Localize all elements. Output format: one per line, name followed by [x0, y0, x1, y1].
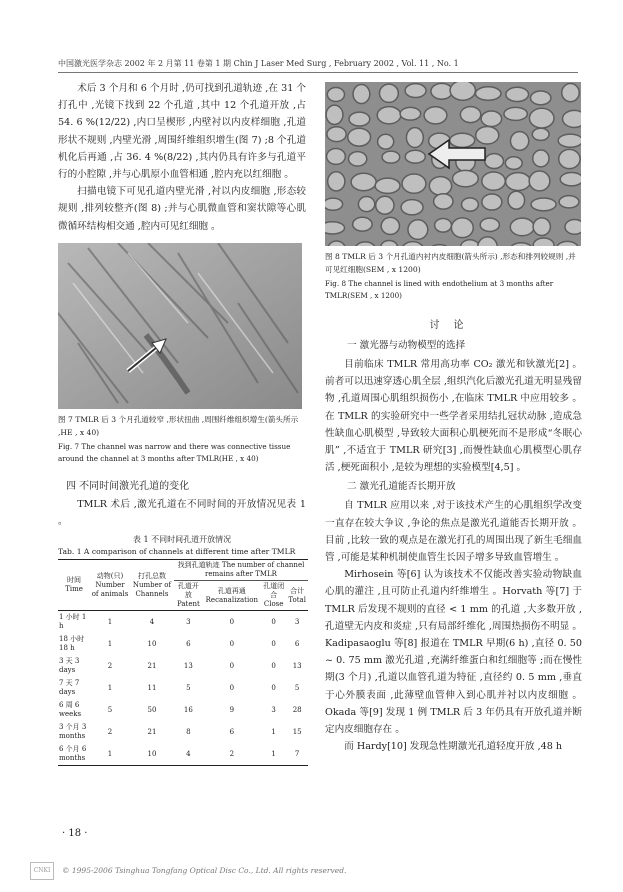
table-cell-time: 18 小时 18 h [59, 635, 85, 653]
table-cell-t: 5 [294, 683, 300, 692]
cell-shape [476, 126, 499, 144]
cell-shape [353, 217, 372, 231]
cell-shape [506, 173, 531, 191]
cell-shape [530, 91, 550, 105]
cell-shape [325, 222, 345, 234]
table-cell-r: 0 [229, 683, 235, 692]
cell-shape [450, 133, 475, 147]
cell-shape [533, 218, 550, 236]
th-recanalization: 孔道再通 Recanalization [205, 586, 258, 604]
cell-shape [505, 157, 522, 170]
cell-shape [434, 194, 453, 209]
table-cell-p: 5 [186, 683, 191, 692]
table-1 [58, 559, 308, 766]
left-paragraph-2: 扫描电镜下可见孔道内壁光滑 ,衬以内皮细胞 ,形态较规则 ,排列较整齐(图 8) ;并与心肌微血管和窦状隙等心肌微循环结构相交通 ,腔内可见红细胞 。 [58, 186, 306, 232]
cell-shape [431, 83, 453, 99]
table-row [58, 633, 308, 655]
table-cell-r: 0 [229, 639, 235, 648]
right-paragraph-3: Mirhosein 等[6] 认为该技术不仅能改善实验动物缺血心肌的灌注 ,且可防止孔道内纤维增生 。Horvath 等[7] 于 TMLR 后发现不规则的直径 < 1 mm 的孔道 ,大多数开放 ,孔道壁无内皮和炎症 ,只有局部纤维化 ,周围热损伤不明显 。Kadipasaoglu 等[8] 报道在 TMLR 早期(6 h) ,直径 0. 50 ~ 0. 75 mm 激光孔道 ,充满纤维蛋白和红细胞等 ;而在慢性期(3 个月) ,孔道以血管孔道为特征 ,直径约 0. 5 mm ,垂直于心外膜表面 ,此薄壁血管伸入到心肌并衬以内皮细胞 。Okada 等[9] 发现 1 例 TMLR 后 3 年仍具有开放孔道并断定内皮细胞存在 。 [325, 569, 582, 736]
table-row [58, 699, 308, 721]
table-cell-a: 1 [107, 617, 113, 626]
table-cell-a: 1 [107, 683, 113, 692]
table-cell-r: 9 [229, 705, 235, 714]
table-cell-a: 1 [107, 749, 113, 758]
cell-shape [481, 111, 502, 127]
cell-shape [529, 108, 554, 128]
figure-8-image [325, 82, 581, 246]
cell-shape [358, 197, 374, 212]
table-cell-c: 11 [147, 683, 157, 692]
th-animals: 动物(只) Number of animals [91, 571, 129, 598]
cell-shape [424, 107, 447, 124]
cell-shape [485, 154, 504, 169]
cell-shape [506, 87, 529, 101]
cell-shape [482, 172, 506, 190]
cell-shape [435, 218, 452, 232]
cell-shape [533, 238, 554, 246]
table-row [58, 677, 308, 699]
subsection-2-heading: 二 激光孔道能否长期开放 [347, 481, 456, 493]
cell-shape [382, 151, 400, 163]
th-close: 孔道闭合 Close [263, 582, 285, 609]
figure-8-micrograph [325, 82, 581, 246]
cell-shape [325, 198, 343, 210]
right-paragraph-2: 自 TMLR 应用以来 ,对于该技术产生的心肌组织学改变一直存在较大争议 ,争论的焦点是激光孔道能否长期开放 。目前 ,比较一致的观点是在激光打孔的周围出现了新生毛细血管 ,可能是某种机制使血管生长因子增多导致血管增生 。 [325, 500, 582, 564]
table-1-title-cn: 表 1 不同时间孔道开放情况 [132, 535, 232, 545]
figure-7-image [58, 243, 302, 409]
table-cell-r: 6 [229, 727, 235, 736]
table-1-body [58, 611, 308, 766]
table-row [58, 611, 308, 634]
table-cell-c: 10 [147, 749, 157, 758]
cell-shape [377, 107, 401, 124]
cell-shape [453, 170, 479, 186]
cell-shape [559, 149, 580, 168]
figure-7-caption-en: Fig. 7 The channel was narrow and there was connective tissue around the channel at 3 months after TMLR(HE , x 40) [58, 441, 291, 463]
cell-shape [558, 134, 581, 147]
cell-shape [563, 110, 581, 127]
cell-shape [510, 132, 528, 151]
table-cell-cl: 0 [271, 683, 276, 692]
cell-shape [562, 84, 580, 102]
table-cell-cl: 1 [271, 727, 276, 736]
cell-shape [475, 87, 501, 101]
cell-shape [375, 178, 400, 193]
table-cell-time: 3 个月 3 months [59, 723, 87, 741]
table-cell-t: 15 [292, 727, 302, 736]
cell-shape [348, 128, 371, 146]
table-cell-p: 16 [183, 705, 193, 714]
right-column [325, 82, 582, 755]
cell-shape [376, 196, 394, 214]
table-cell-cl: 0 [271, 661, 276, 670]
cell-shape [327, 88, 344, 102]
cell-shape [400, 107, 421, 120]
page-number: · 18 · [62, 828, 88, 839]
cell-shape [405, 150, 425, 163]
copyright-footer: © 1995-2006 Tsinghua Tongfang Optical Disc Co., Ltd. All rights reserved. [62, 866, 347, 875]
table-cell-c: 50 [147, 705, 157, 714]
cell-shape [508, 191, 525, 209]
table-cell-cl: 3 [271, 705, 276, 714]
table-cell-r: 2 [229, 749, 235, 758]
figure-8-caption-cn: 图 8 TMLR 后 3 个月孔道内衬内皮细胞(箭头所示) ,形态和排列较规则 ,并可见红细胞(SEM , x 1200) [325, 252, 576, 274]
figure-8-caption-en: Fig. 8 The channel is lined with endothelium at 3 months after TMLR(SEM , x 1200) [325, 279, 554, 300]
cell-shape [402, 174, 426, 193]
table-cell-time: 6 周 6 weeks [59, 701, 82, 719]
cell-shape [405, 84, 426, 98]
table-cell-t: 28 [292, 705, 302, 714]
th-patent: 孔道开放 Patent [176, 582, 200, 609]
running-header: 中国激光医学杂志 2002 年 2 月第 11 卷第 1 期 Chin J Laser Med Surg , February 2002 , Vol. 11 , No. 1 [58, 58, 578, 73]
table-cell-t: 13 [292, 661, 302, 670]
th-channel-remains: 找到孔道轨迹 The number of channel remains after TMLR [174, 560, 308, 581]
cell-shape [482, 194, 502, 210]
figure-7-micrograph [58, 243, 302, 409]
publisher-logo: CNKI [30, 862, 54, 880]
cell-shape [408, 220, 428, 240]
figure-7-caption-cn: 图 7 TMLR 后 3 个月孔道较窄 ,形状扭曲 ,周围纤维组织增生(箭头所示 ,HE , x 40) [58, 414, 299, 437]
cell-shape [450, 82, 475, 100]
cell-shape [529, 171, 550, 191]
table-cell-time: 7 天 7 days [59, 679, 80, 697]
table-cell-c: 4 [149, 617, 155, 626]
cell-shape [348, 152, 366, 166]
table-cell-time: 3 天 3 days [59, 657, 80, 675]
table-cell-r: 0 [229, 661, 235, 670]
table-cell-p: 6 [186, 639, 191, 648]
cell-shape [326, 105, 343, 124]
cell-shape [480, 218, 499, 231]
cell-shape [379, 84, 398, 102]
th-total: 合计 Total [288, 586, 306, 604]
cell-shape [327, 127, 346, 142]
cell-shape [532, 128, 549, 140]
table-cell-a: 2 [107, 661, 113, 670]
table-cell-p: 13 [183, 661, 193, 670]
right-paragraph-4: 而 Hardy[10] 发现急性期激光孔道轻度开放 ,48 h [344, 741, 563, 753]
table-row [58, 655, 308, 677]
cell-shape [533, 150, 549, 167]
cell-shape [504, 107, 527, 120]
table-cell-a: 1 [107, 639, 113, 648]
table-cell-a: 5 [107, 705, 113, 714]
table-row [58, 743, 308, 766]
cell-shape [510, 218, 534, 236]
table-cell-p: 3 [186, 617, 191, 626]
table-cell-time: 6 个月 6 months [59, 745, 87, 763]
table-cell-p: 8 [186, 727, 191, 736]
cell-shape [401, 200, 423, 215]
table-cell-t: 3 [294, 617, 300, 626]
table-cell-cl: 0 [271, 639, 276, 648]
left-column [58, 80, 306, 766]
table-cell-t: 6 [294, 639, 300, 648]
table-cell-r: 0 [229, 617, 235, 626]
table-cell-t: 7 [294, 749, 300, 758]
discussion-heading: 讨论 [429, 320, 478, 331]
cell-shape [451, 218, 473, 238]
th-channels: 打孔总数 Number of Channels [132, 571, 172, 598]
left-paragraph-3: TMLR 术后 ,激光孔道在不同时间的开放情况见表 1 。 [58, 498, 306, 528]
table-cell-cl: 1 [271, 749, 276, 758]
cell-shape [351, 173, 376, 190]
cell-shape [560, 173, 581, 186]
subsection-1-heading: 一 激光器与动物模型的选择 [347, 340, 466, 351]
table-cell-p: 4 [186, 749, 191, 758]
table-1-title-en: Tab. 1 A comparison of channels at different time after TMLR [58, 547, 296, 557]
cell-shape [406, 128, 423, 148]
table-cell-time: 1 小时 1 h [59, 613, 87, 631]
cell-shape [327, 148, 346, 164]
cell-shape [559, 196, 579, 208]
cell-shape [381, 217, 399, 234]
table-cell-c: 10 [147, 639, 157, 648]
cell-shape [462, 198, 479, 211]
cell-shape [460, 107, 480, 123]
table-cell-c: 21 [147, 661, 157, 670]
cell-shape [531, 198, 556, 211]
table-cell-a: 2 [107, 727, 113, 736]
table-cell-c: 21 [147, 727, 157, 736]
cell-shape [349, 112, 370, 126]
section-4-heading: 四 不同时间激光孔道的变化 [66, 480, 190, 492]
th-time: 时间 Time [65, 576, 83, 594]
cell-shape [378, 134, 394, 149]
cell-shape [565, 220, 581, 235]
cell-shape [429, 177, 451, 196]
left-paragraph-1: 术后 3 个月和 6 个月时 ,仍可找到孔道轨迹 ,在 31 个打孔中 ,光镜下找到 22 个孔道 ,其中 12 个孔道开放 ,占 54. 6 %(12/22) ,内口呈楔形 ,内壁衬以内皮样细胞 ,孔道形状不规则 ,内壁光滑 ,周围纤维组织增生(图 7) ;8 个孔道机化后再通 ,占 36. 4 %(8/22) ,其内仍具有许多与孔道平行的小腔隙 ,并与心肌原小血管相通 ,腔内充以红细胞 。 [58, 83, 306, 181]
right-paragraph-1: 目前临床 TMLR 常用高功率 CO₂ 激光和钬激光[2] 。前者可以迅速穿透心肌全层 ,组织汽化后激光孔道无明显残留物 ,孔道周围心肌组织损伤小 ,在临床 TMLR 中应用较多 。在 TMLR 的实验研究中一些学者采用结扎冠状动脉 ,造成急性缺血心肌模型 ,导致较大面积心肌梗死而不是形成“冬眠心肌” ,不适宜于 TMLR 研究[3] ,而慢性缺血心肌模型心肌存活 ,梗死面积小 ,是较为理想的实验模型[4,5] 。 [325, 359, 582, 474]
table-row [58, 721, 308, 743]
table-cell-cl: 0 [271, 617, 276, 626]
cell-shape [328, 172, 345, 191]
cell-shape [353, 85, 370, 104]
